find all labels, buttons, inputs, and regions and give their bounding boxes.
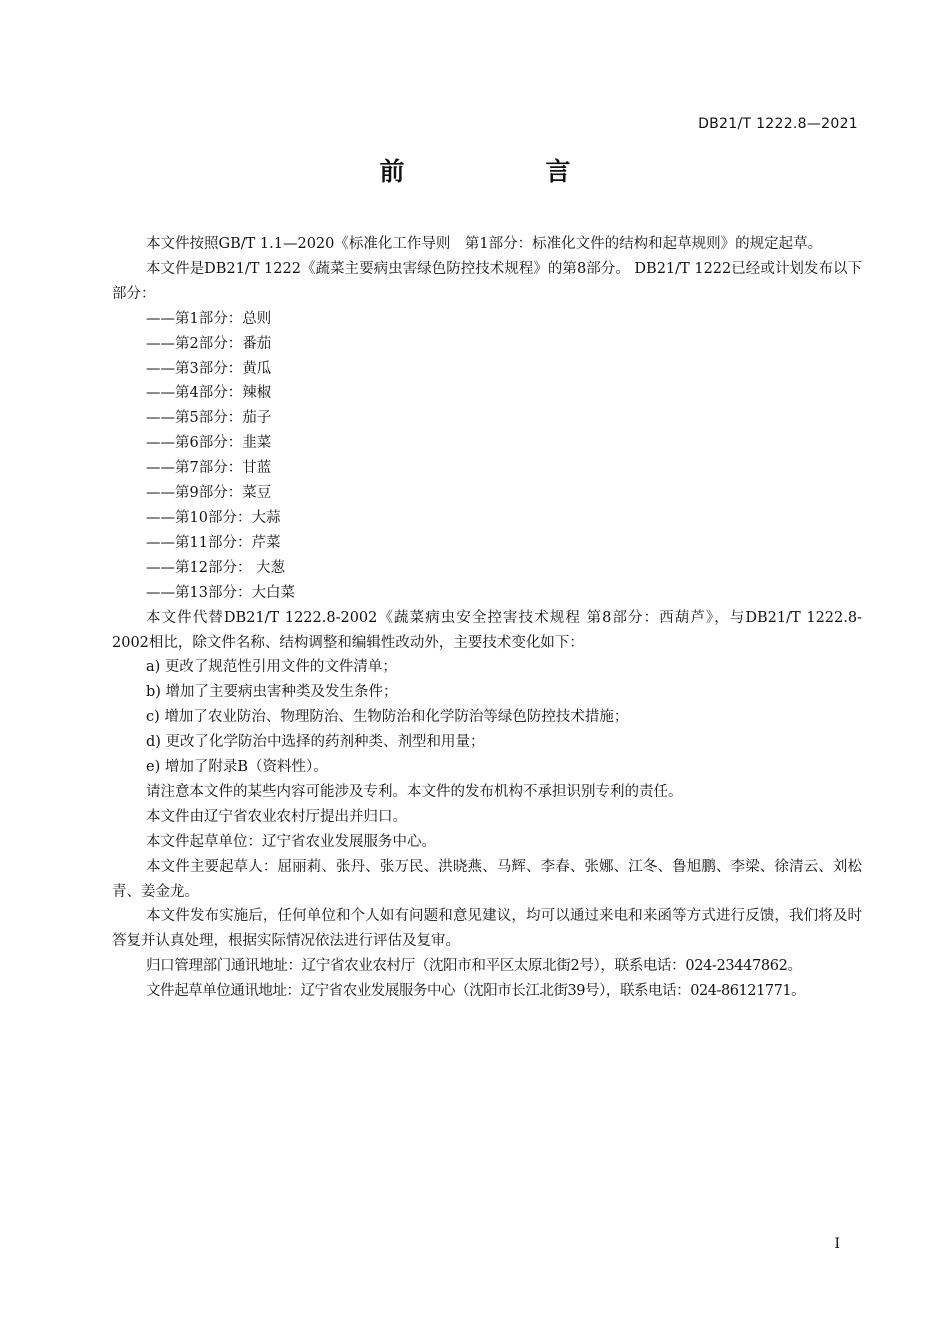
paragraph-drafting-address: 文件起草单位通讯地址：辽宁省农业发展服务中心（沈阳市长江北街39号），联系电话：024-86121771。 (146, 983, 806, 1000)
list-item: ——第10部分：大蒜 (146, 509, 281, 526)
document-body (112, 232, 862, 1004)
list-item: ——第9部分：菜豆 (146, 485, 272, 502)
change-item: c) 增加了农业防治、物理防治、生物防治和化学防治等绿色防控技术措施； (146, 709, 629, 726)
paragraph-admin-address: 归口管理部门通讯地址：辽宁省农业农村厅（沈阳市和平区太原北街2号），联系电话：024-23447862。 (146, 958, 802, 975)
list-item: ——第12部分： 大葱 (146, 559, 286, 576)
change-item: b) 增加了主要病虫害种类及发生条件； (146, 684, 398, 701)
list-item: ——第4部分：辣椒 (146, 385, 272, 402)
list-item: ——第2部分：番茄 (146, 335, 272, 352)
paragraph-feedback: 本文件发布实施后，任何单位和个人如有问题和意见建议，均可以通过来电和来函等方式进行反馈，我们将及时答复并认真处理，根据实际情况依法进行评估及复审。 (112, 908, 862, 950)
page-title: 前 言 (379, 157, 629, 186)
change-item: d) 更改了化学防治中选择的药剂种类、剂型和用量； (146, 734, 485, 751)
paragraph-drafting-unit: 本文件起草单位：辽宁省农业发展服务中心。 (146, 833, 436, 850)
change-item: e) 增加了附录B（资料性）。 (146, 759, 328, 776)
paragraph-drafters: 本文件主要起草人：屈丽莉、张丹、张万民、洪晓燕、马辉、李春、张娜、江冬、鲁旭鹏、李梁、徐清云、刘松青、姜金龙。 (112, 858, 862, 900)
change-item: a) 更改了规范性引用文件的文件清单； (146, 659, 397, 676)
page-number: I (834, 1236, 840, 1252)
list-item: ——第7部分：甘蓝 (146, 460, 272, 477)
paragraph-patent-notice: 请注意本文件的某些内容可能涉及专利。本文件的发布机构不承担识别专利的责任。 (146, 783, 683, 800)
list-item: ——第3部分：黄瓜 (146, 360, 272, 377)
paragraph-drafting-basis: 本文件按照GB/T 1.1—2020《标准化工作导则 第1部分：标准化文件的结构和起草规则》的规定起草。 (146, 236, 823, 252)
document-code: DB21/T 1222.8—2021 (698, 116, 858, 132)
list-item: ——第11部分：芹菜 (146, 534, 281, 551)
list-item: ——第1部分：总则 (146, 310, 272, 327)
list-item: ——第13部分：大白菜 (146, 584, 295, 601)
paragraph-series-intro: 本文件是DB21/T 1222《蔬菜主要病虫害绿色防控技术规程》的第8部分。 DB21/T 1222已经或计划发布以下部分： (112, 260, 862, 302)
list-item: ——第5部分：茄子 (146, 410, 272, 427)
paragraph-proposer: 本文件由辽宁省农业农村厅提出并归口。 (146, 808, 407, 825)
paragraph-replacement: 本文件代替DB21/T 1222.8-2002《蔬菜病虫安全控害技术规程 第8部分：西葫芦》，与DB21/T 1222.8-2002相比，除文件名称、结构调整和编辑性改动外，主要技术变化如下： (112, 609, 862, 651)
list-item: ——第6部分：韭菜 (146, 435, 272, 452)
